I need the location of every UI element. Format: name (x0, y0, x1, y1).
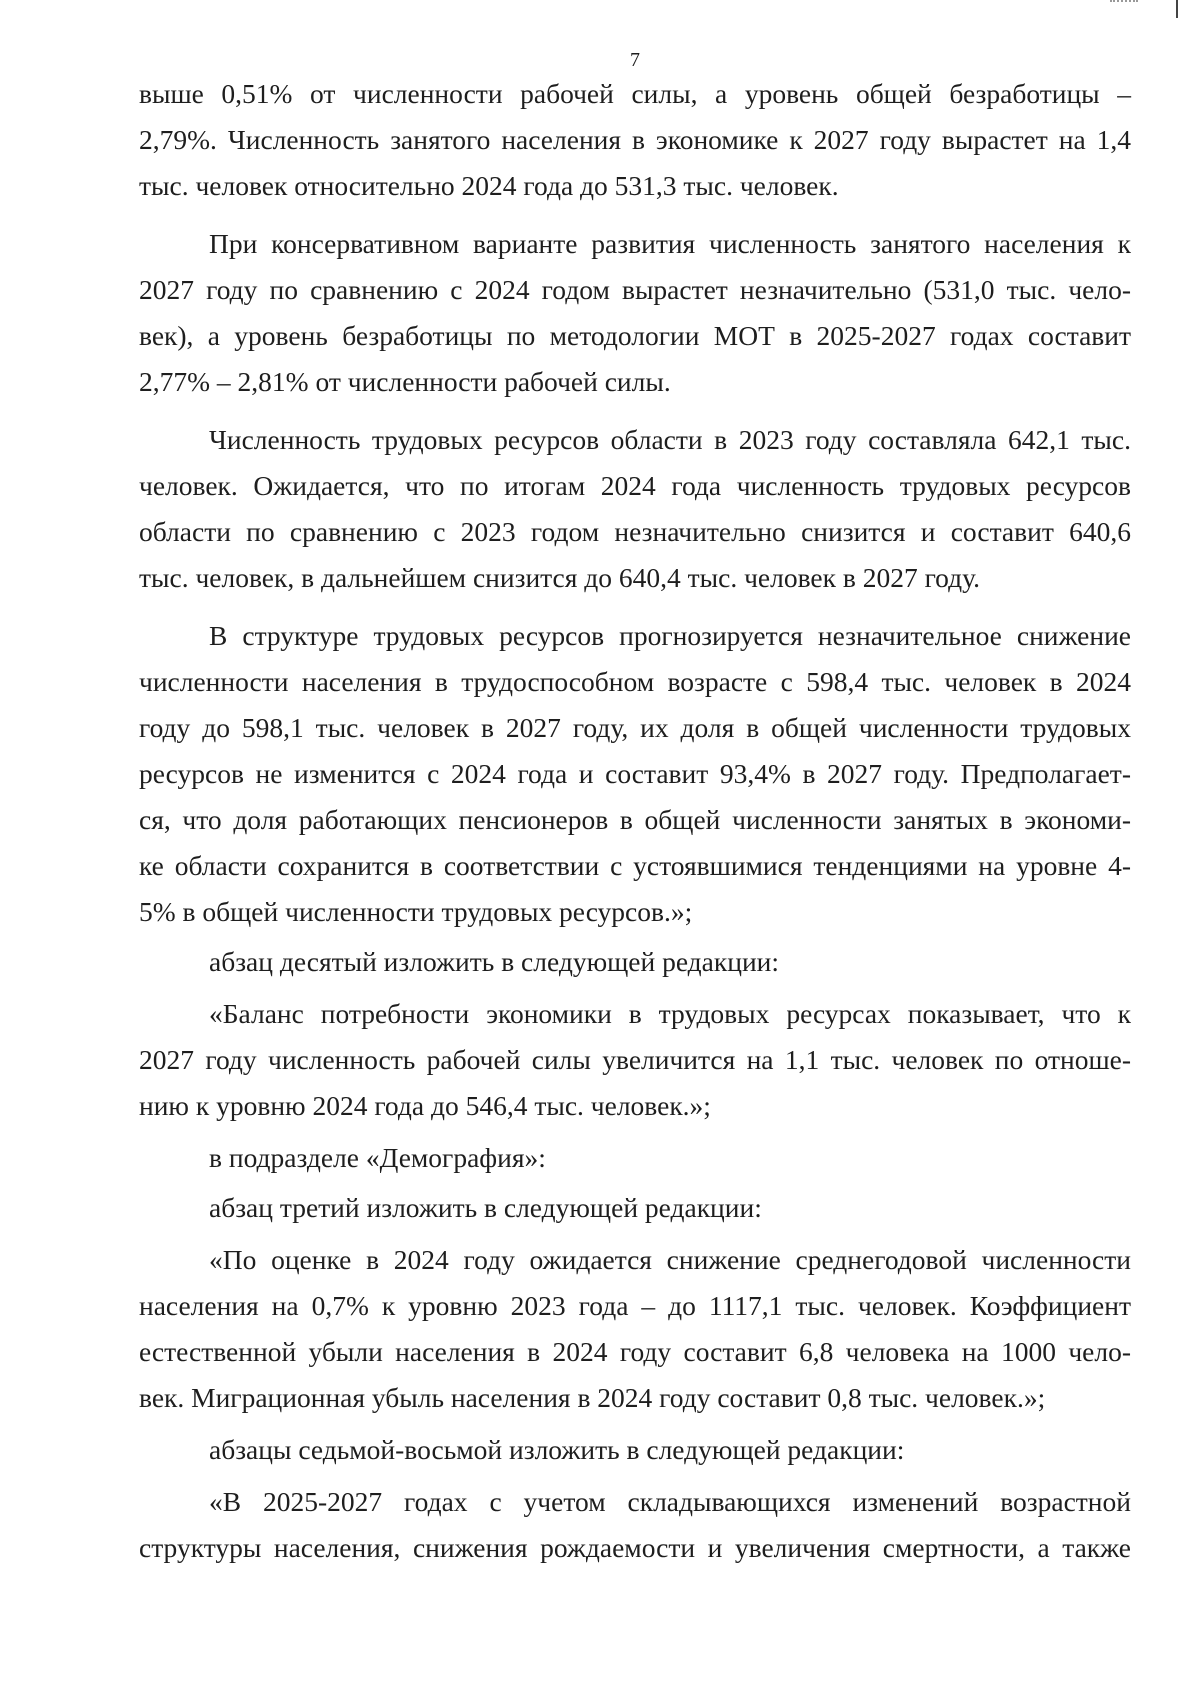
page-number: 7 (630, 49, 640, 71)
text-line: ке области сохранится в соответствии с устоявшимися тенденциями на уровне 4- (139, 850, 1131, 881)
text-line: ся, что доля работающих пенсионеров в общей численности занятых в экономи- (139, 804, 1131, 835)
text-line: году до 598,1 тыс. человек в 2027 году, их доля в общей численности трудовых (139, 712, 1131, 743)
text-line: 2027 году численность рабочей силы увеличится на 1,1 тыс. человек по отноше- (139, 1044, 1131, 1075)
scan-edge-mark (1176, 0, 1178, 18)
text-line: «В 2025-2027 годах с учетом складывающихся изменений возрастной (209, 1486, 1131, 1517)
text-line: 5% в общей численности трудовых ресурсов.»; (139, 896, 693, 927)
text-line: структуры населения, снижения рождаемости и увеличения смертности, а также (139, 1532, 1131, 1563)
text-line: «По оценке в 2024 году ожидается снижение среднегодовой численности (209, 1244, 1131, 1275)
text-line: При консервативном варианте развития численность занятого населения к (209, 228, 1131, 259)
text-line: 2,77% – 2,81% от численности рабочей силы. (139, 366, 671, 397)
text-line: век. Миграционная убыль населения в 2024 году составит 0,8 тыс. человек.»; (139, 1382, 1046, 1413)
text-line: нию к уровню 2024 года до 546,4 тыс. человек.»; (139, 1090, 711, 1121)
text-line: естественной убыли населения в 2024 году составит 6,8 человека на 1000 чело- (139, 1336, 1131, 1367)
text-line: выше 0,51% от численности рабочей силы, а уровень общей безработицы – (139, 78, 1131, 109)
text-line: населения на 0,7% к уровню 2023 года – до 1117,1 тыс. человек. Коэффициент (139, 1290, 1131, 1321)
text-line: Численность трудовых ресурсов области в 2023 году составляла 642,1 тыс. (209, 424, 1131, 455)
text-line: в подразделе «Демография»: (209, 1142, 546, 1173)
text-line: абзацы седьмой-восьмой изложить в следующей редакции: (209, 1434, 905, 1465)
text-line: человек. Ожидается, что по итогам 2024 года численность трудовых ресурсов (139, 470, 1131, 501)
scan-edge-dash (1110, 0, 1138, 4)
text-line: «Баланс потребности экономики в трудовых ресурсах показывает, что к (209, 998, 1131, 1029)
text-line: области по сравнению с 2023 годом незначительно снизится и составит 640,6 (139, 516, 1131, 547)
text-line: тыс. человек относительно 2024 года до 531,3 тыс. человек. (139, 170, 839, 201)
text-line: тыс. человек, в дальнейшем снизится до 640,4 тыс. человек в 2027 году. (139, 562, 981, 593)
text-line: 2,79%. Численность занятого населения в экономике к 2027 году вырастет на 1,4 (139, 124, 1131, 155)
text-line: абзац десятый изложить в следующей редакции: (209, 946, 780, 977)
text-line: век), а уровень безработицы по методологии МОТ в 2025-2027 годах составит (139, 320, 1131, 351)
text-line: абзац третий изложить в следующей редакции: (209, 1192, 762, 1223)
text-line: 2027 году по сравнению с 2024 годом вырастет незначительно (531,0 тыс. чело- (139, 274, 1131, 305)
text-line: В структуре трудовых ресурсов прогнозируется незначительное снижение (209, 620, 1131, 651)
text-line: численности населения в трудоспособном возрасте с 598,4 тыс. человек в 2024 (139, 666, 1131, 697)
text-line: ресурсов не изменится с 2024 года и составит 93,4% в 2027 году. Предполагает- (139, 758, 1131, 789)
